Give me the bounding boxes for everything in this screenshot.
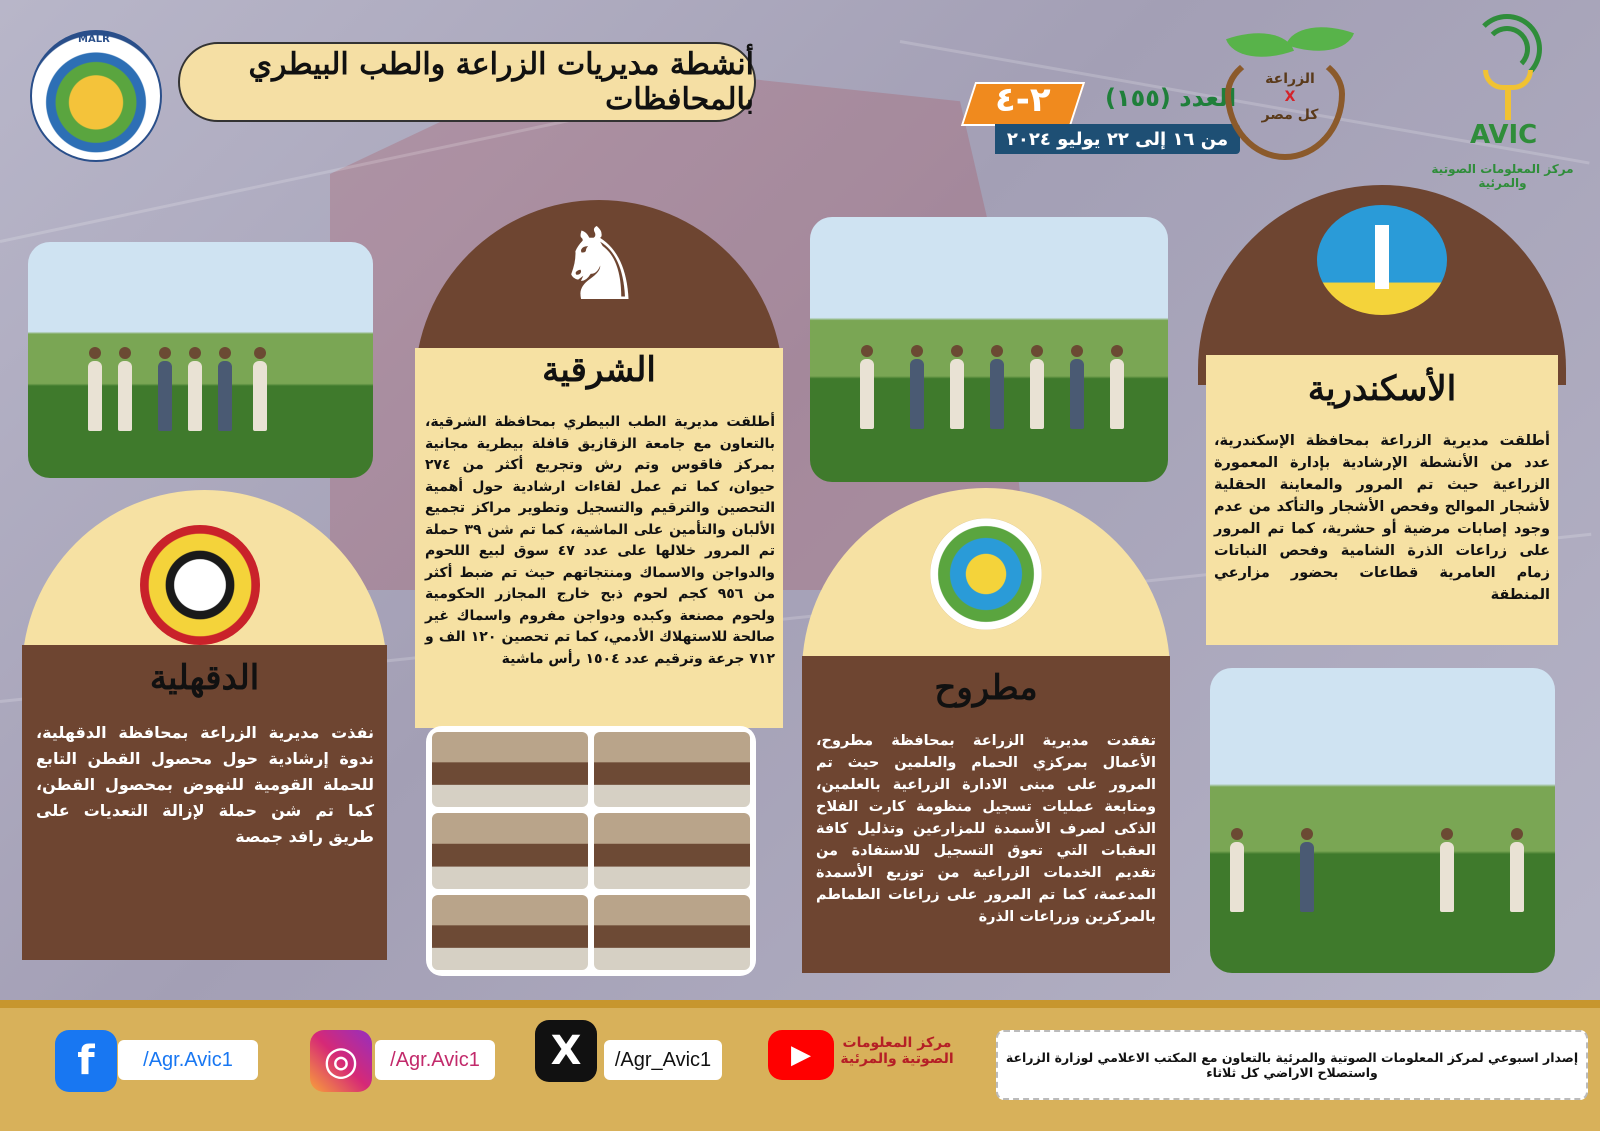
sharqia-photo-grid <box>426 726 756 976</box>
x-link[interactable]: /Agr_Avic1 <box>604 1040 722 1080</box>
card-text: أطلقت مديرية الطب البيطري بمحافظة الشرقية، بالتعاون مع جامعة الزقازيق قافلة بيطرية مجانية بمركز فاقوس وتم رش وتجريع أكثر من ٢٧٤ حيوان، كما تم عمل لقاءات ارشادية حول أهمية التحصين والترقيم والتسجيل وتطوير مراكز تجميع الألبان والتأمين على الماشية، كما تم شن ٣٩ حملة تم المرور خلالها على عدد ٤٧ سوق لبيع اللحوم والدواجن والاسماك ومنتجاتهم حيث تم ضبط أكثر من ٩٥٦ كجم لحوم ذبح خارج المجازر الحكومية ولحوم مصنعة وكبده ودواجن مفروم واسماك غير صالحة للاستهلاك الأدمي، كما تم تحصين ١٢٠ الف و ٧١٢ جرعة وترقيم عدد ١٥٠٤ رأس ماشية <box>425 414 775 667</box>
issue-number: ٢-٤ <box>995 80 1051 120</box>
avic-logo-text: AVIC <box>1470 120 1538 150</box>
avic-subtitle: مركز المعلومات الصوتية والمرئية <box>1431 162 1574 190</box>
dakahlia-card <box>22 490 387 960</box>
campaign-logo-text: الزراعة X كل مصر <box>1261 71 1319 123</box>
footer-note: إصدار اسبوعي لمركز المعلومات الصوتية والمرئية بالتعاون مع المكتب الاعلامي لوزارة الزراعة واستصلاح الاراضي كل ثلاثاء <box>996 1030 1588 1100</box>
sharqia-card <box>415 200 783 730</box>
field-photo <box>28 242 373 478</box>
instagram-link[interactable]: /Agr.Avic1 <box>375 1040 495 1080</box>
horse-icon: ♞ <box>555 206 645 323</box>
facebook-icon[interactable]: f <box>55 1030 117 1092</box>
ministry-logo-text: MALR <box>78 34 110 45</box>
dakahlia-emblem <box>140 525 260 645</box>
lighthouse-icon <box>1317 205 1447 315</box>
card-title: الأسكندرية <box>1307 369 1457 409</box>
ministry-logo <box>30 30 162 162</box>
alexandria-card <box>1198 185 1566 647</box>
card-title: الدقهلية <box>149 658 260 698</box>
facebook-link[interactable]: /Agr.Avic1 <box>118 1040 258 1080</box>
card-text: أطلقت مديرية الزراعة بمحافظة الإسكندرية، عدد من الأنشطة الإرشادية بإدارة المعمورة الزراعية حيث تم المرور والمعاينة الحقلية لأشجار الموالح وفحص الأشجار والتأكد من عدم وجود إصابات مرضية أو حشرية، كما تم المرور على زراعات الذرة الشامية وفحص النباتات زمام العامرية قطاعات بحضور مزارعي المنطقة <box>1214 433 1550 603</box>
card-text: تفقدت مديرية الزراعة بمحافظة مطروح، الأعمال بمركزي الحمام والعلمين حيث تم المرور على مبنى الادارة الزراعية بالعلمين، ومتابعة عمليات تسجيل منظومة كارت الفلاح الذكى لصرف الأسمدة للمزارعين وتذليل كافة العقبات التي تعوق التسجيل للاستفادة من تقديم الخدمات الزراعية من توزيع الأسمدة المدعمة، كما تم المرور على زراعات الطماطم بالمركزين وزراعات الذرة <box>816 733 1156 925</box>
page-title: أنشطة مديريات الزراعة والطب البيطري بالمحافظات <box>178 42 756 122</box>
matrouh-emblem <box>930 518 1042 630</box>
card-text: نفذت مديرية الزراعة بمحافظة الدقهلية، ندوة إرشادية حول محصول القطن التابع للحملة القومية للنهوض بمحصول القطن، كما تم شن حملة لإزالة التعديات على طريق رافد جمصة <box>36 723 374 846</box>
card-title: الشرقية <box>542 350 656 390</box>
issue-label: العدد (١٥٥) <box>1105 84 1237 112</box>
date-range: من ١٦ إلى ٢٢ يوليو ٢٠٢٤ <box>995 124 1240 154</box>
avic-stand-icon <box>1505 85 1511 120</box>
matrouh-photo <box>1210 668 1555 973</box>
alexandria-photo <box>810 217 1168 482</box>
matrouh-card <box>802 488 1170 973</box>
instagram-icon[interactable]: ◎ <box>310 1030 372 1092</box>
card-title: مطروح <box>934 668 1038 708</box>
youtube-icon[interactable]: ▶ <box>768 1030 834 1080</box>
youtube-label[interactable]: مركز المعلومات الصوتية والمرئية <box>840 1035 954 1067</box>
x-icon[interactable]: X <box>535 1020 597 1082</box>
